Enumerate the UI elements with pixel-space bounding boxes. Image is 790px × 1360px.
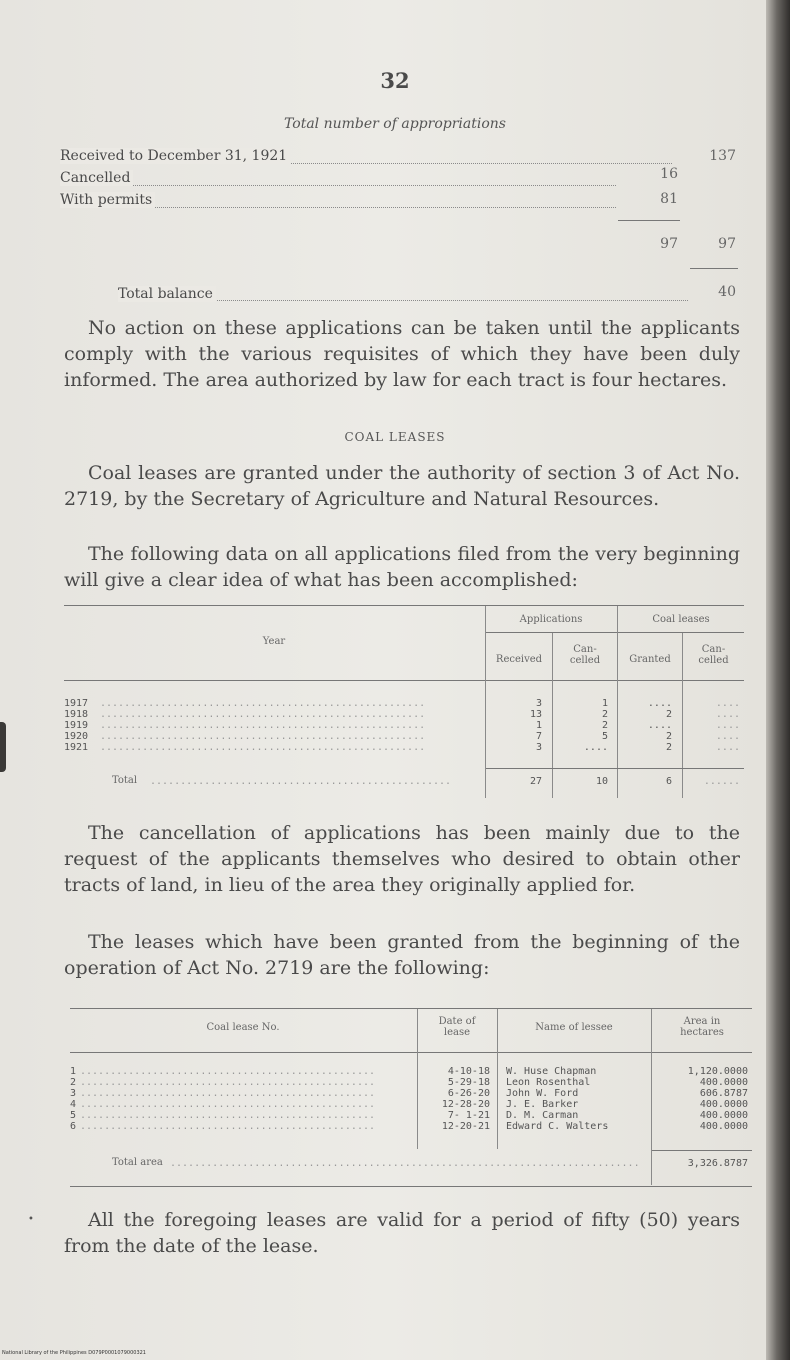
paragraph-leases-granted: The leases which have been granted from the beginning of the operation of Act No. 2719 are the following:	[64, 931, 740, 979]
permits-value: 81	[660, 191, 678, 207]
balance-label: Total balance	[118, 286, 216, 302]
total-label: Total	[112, 775, 138, 786]
leader-dots: ................................................. ................................................. ................................................. ................................................. ................................................. .................................................	[80, 1066, 376, 1132]
sum-right: 97	[718, 236, 736, 252]
total-area-value: 3,326.8787	[687, 1158, 748, 1169]
library-footer: National Library of the Philippines D079P0001079000321	[2, 1350, 146, 1356]
paragraph-no-action: No action on these applications can be taken until the applicants comply with the various requisites of which they have been duly informed. The area authorized by law for each tract is four hectares.	[64, 317, 740, 391]
cancelled-label: Cancelled	[60, 170, 133, 186]
received-column: 3 13 1 7 3	[529, 698, 542, 753]
total-cancelled: 10	[595, 776, 608, 787]
paragraph-leases-valid: All the foregoing leases are valid for a period of fifty (50) years from the date of the lease.	[64, 1209, 740, 1257]
coal-leases-header: Coal leases	[652, 614, 710, 625]
cancelled-header: Can- celled	[569, 644, 601, 666]
total-granted: 6	[665, 776, 672, 787]
applications-header: Applications	[519, 614, 583, 625]
cancelled2-header: Can- celled	[698, 644, 729, 666]
date-header: Date of lease	[438, 1016, 476, 1038]
areas-column: 1,120.0000 400.0000 606.8787 400.0000 400.0000 400.0000	[687, 1066, 748, 1132]
leader-dots: ..............................................................................	[170, 1158, 640, 1169]
margin-dot: •	[28, 1214, 34, 1225]
paragraph-following-data: The following data on all applications filed from the very beginning will give a clear idea of what has been accomplished:	[64, 543, 740, 591]
permits-label: With permits	[60, 192, 155, 208]
area-header: Area in hectares	[680, 1016, 724, 1038]
total-area-label: Total area	[112, 1157, 163, 1168]
leader-dots	[60, 185, 616, 186]
lessee-header: Name of lessee	[535, 1022, 613, 1033]
lease-numbers-column: 1 2 3 4 5 6	[70, 1066, 77, 1132]
page-edge-mark	[0, 722, 6, 772]
cancelled-column: 1 2 2 5 ....	[583, 698, 608, 753]
section-heading-coal-leases: COAL LEASES	[344, 430, 446, 444]
lease-no-header: Coal lease No.	[206, 1022, 280, 1033]
paragraph-cancellation: The cancellation of applications has been mainly due to the request of the applicants themselves who desired to obtain other tracts of land, in lieu of the area they originally applied for.	[64, 822, 740, 896]
balance-rule	[690, 268, 738, 269]
leader-dots: ...................................................... ...................................................... ...................................................... ...................................................... ......................................................	[100, 698, 426, 753]
sum-rule	[618, 220, 680, 221]
lessee-names-column: W. Huse Chapman Leon Rosenthal John W. Ford J. E. Barker D. M. Carman Edward C. Walters	[506, 1066, 609, 1132]
balance-value: 40	[718, 284, 736, 300]
paragraph-coal-leases-authority: Coal leases are granted under the authority of section 3 of Act No. 2719, by the Secretary of Agriculture and Natural Resources.	[64, 462, 740, 510]
page-number: 32	[380, 68, 410, 93]
book-spine-shadow	[766, 0, 790, 1360]
granted-header: Granted	[629, 654, 671, 665]
leader-dots: ..................................................	[150, 776, 452, 787]
total-cancelled2: ......	[703, 776, 740, 787]
appropriations-subtitle: Total number of appropriations	[284, 116, 506, 132]
received-header: Received	[495, 654, 543, 665]
cancelled2-column: .... .... .... .... ....	[715, 698, 740, 753]
total-received: 27	[529, 776, 542, 787]
received-value: 137	[709, 148, 736, 164]
cancelled-value: 16	[660, 166, 678, 182]
dates-column: 4-10-18 5-29-18 6-26-20 12-28-20 7- 1-21 12-20-21	[441, 1066, 490, 1132]
sum-left: 97	[660, 236, 678, 252]
granted-column: .... 2 .... 2 2	[647, 698, 672, 753]
years-column: 1917 1918 1919 1920 1921	[64, 698, 89, 753]
year-header: Year	[262, 636, 286, 647]
received-label: Received to December 31, 1921	[60, 148, 290, 164]
